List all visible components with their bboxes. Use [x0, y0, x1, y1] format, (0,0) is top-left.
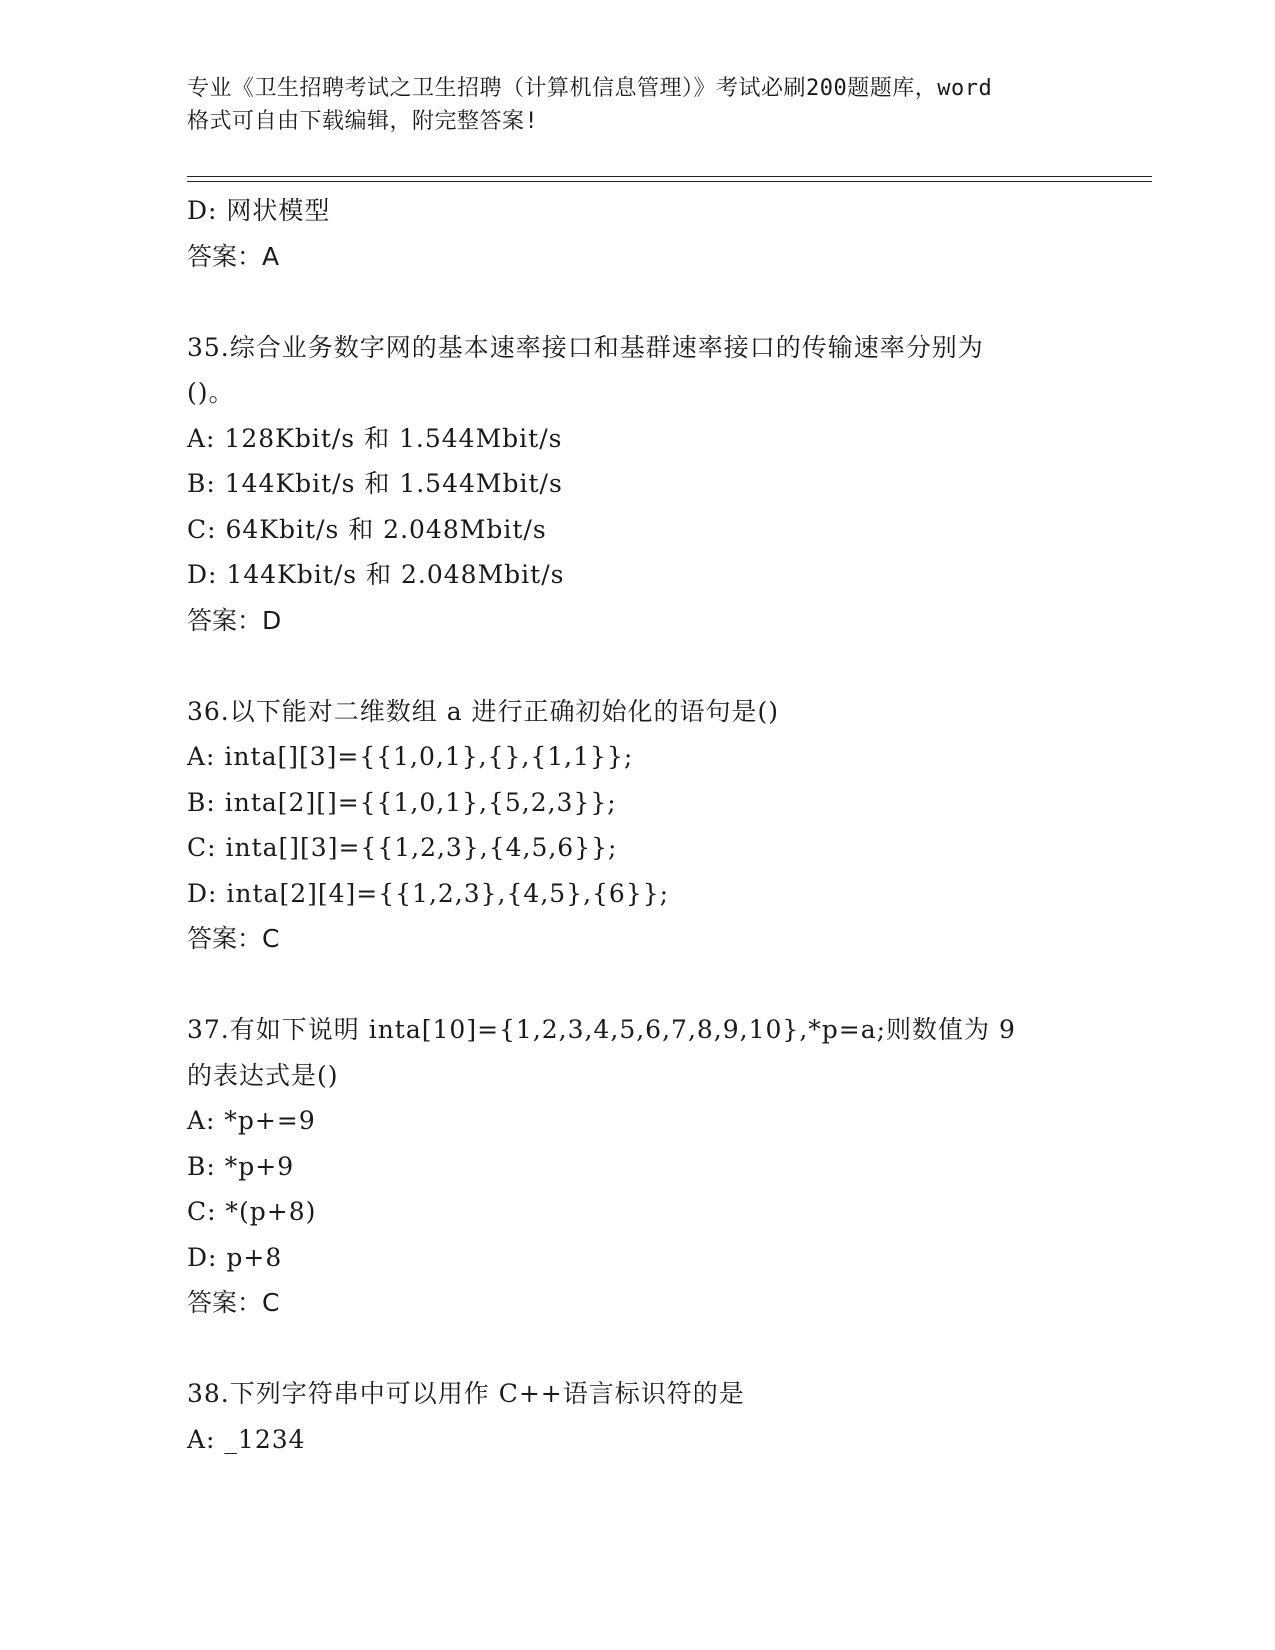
- answer-line: 答案：D: [187, 605, 282, 635]
- header-line-2: 格式可自由下载编辑，附完整答案!: [187, 109, 539, 134]
- option-d: D: p+8: [187, 1242, 283, 1272]
- option-a: A: 128Kbit/s 和 1.544Mbit/s: [187, 423, 563, 453]
- question-stem: 的表达式是(): [187, 1060, 339, 1090]
- option-b: B: inta[2][]={{1,0,1},{5,2,3}};: [187, 787, 617, 817]
- question-35: [187, 325, 1087, 644]
- option-b: B: 144Kbit/s 和 1.544Mbit/s: [187, 469, 563, 498]
- option-b: B: *p+9: [187, 1151, 295, 1181]
- option-a: A: *p+=9: [187, 1106, 316, 1135]
- option-a: A: inta[][3]={{1,0,1},{},{1,1}};: [187, 742, 634, 771]
- answer-line: 答案：A: [187, 241, 280, 271]
- option-d: D: inta[2][4]={{1,2,3},{4,5},{6}};: [187, 878, 670, 908]
- header-rule-bottom: [187, 181, 1152, 182]
- header-rule-top: [187, 176, 1152, 177]
- question-36: [187, 689, 1087, 962]
- option-d: D: 网状模型: [187, 196, 331, 225]
- option-c: C: inta[][3]={{1,2,3},{4,5,6}};: [187, 833, 618, 862]
- spacer: [187, 962, 1087, 1008]
- option-c: C: *(p+8): [187, 1197, 317, 1226]
- option-d: D: 144Kbit/s 和 2.048Mbit/s: [187, 560, 565, 589]
- question-38: [187, 1371, 1087, 1462]
- option-c: C: 64Kbit/s 和 2.048Mbit/s: [187, 514, 547, 544]
- question-37: [187, 1007, 1087, 1326]
- page-header: [187, 72, 1087, 138]
- answer-line: 答案：C: [187, 924, 280, 953]
- question-stem: 37.有如下说明 inta[10]={1,2,3,4,5,6,7,8,9,10},*p=a;则数值为 9: [187, 1015, 1016, 1044]
- question-stem: 35.综合业务数字网的基本速率接口和基群速率接口的传输速率分别为: [187, 332, 984, 362]
- spacer: [187, 643, 1087, 689]
- header-line-1: 专业《卫生招聘考试之卫生招聘（计算机信息管理）》考试必刷200题题库，word: [187, 76, 993, 101]
- answer-line: 答案：C: [187, 1288, 280, 1317]
- option-a: A: _1234: [187, 1424, 306, 1454]
- spacer: [187, 279, 1087, 325]
- document-body: [187, 188, 1087, 1462]
- question-stem: ()。: [187, 378, 235, 407]
- question-stem: 38.下列字符串中可以用作 C++语言标识符的是: [187, 1379, 745, 1408]
- spacer: [187, 1326, 1087, 1372]
- question-stem: 36.以下能对二维数组 a 进行正确初始化的语句是(): [187, 696, 780, 726]
